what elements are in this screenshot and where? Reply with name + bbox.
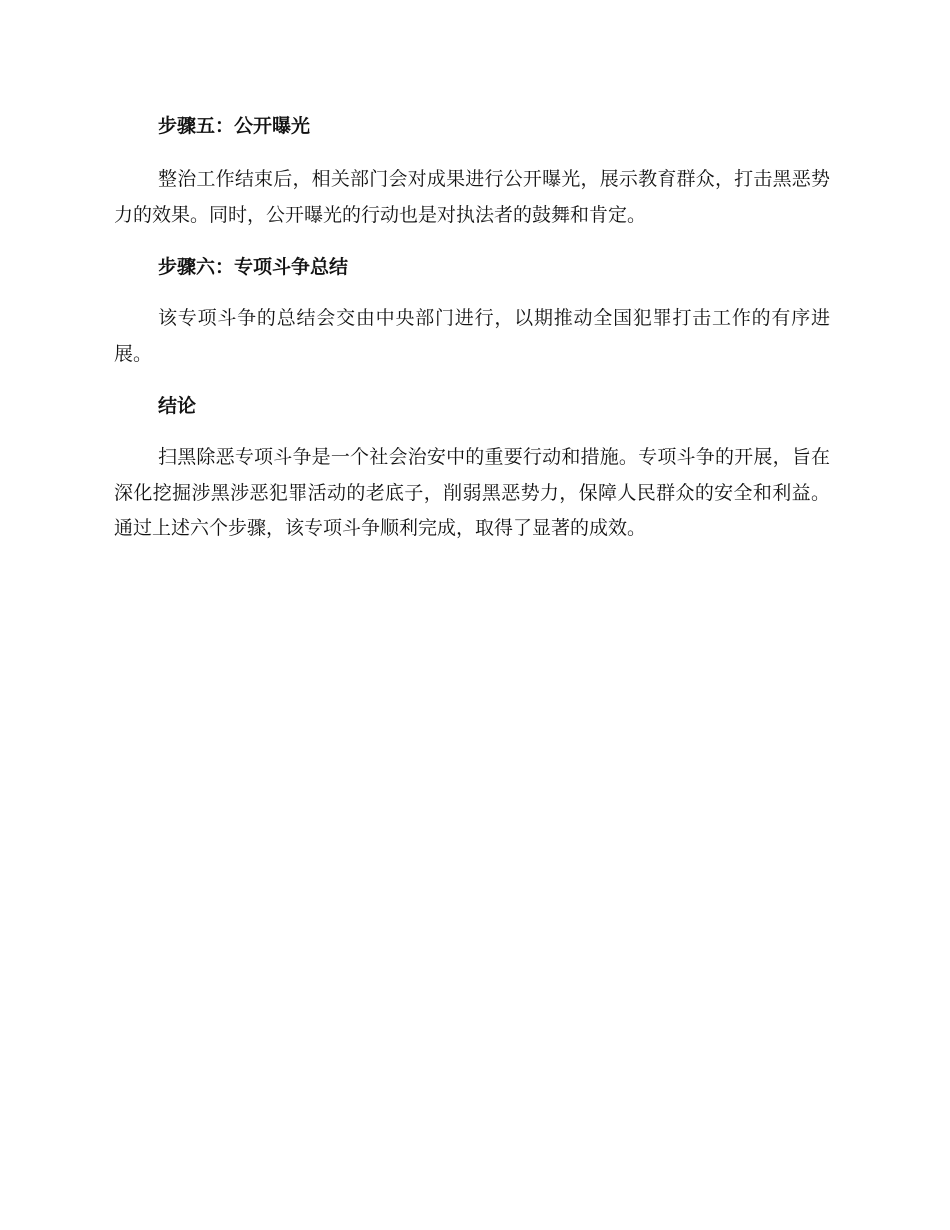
section-paragraph-step-five: 整治工作结束后，相关部门会对成果进行公开曝光，展示教育群众，打击黑恶势力的效果。同时，公开曝光的行动也是对执法者的鼓舞和肯定。 (114, 168, 830, 226)
document-body (114, 108, 830, 547)
section-paragraph-conclusion: 扫黑除恶专项斗争是一个社会治安中的重要行动和措施。专项斗争的开展，旨在深化挖掘涉黑涉恶犯罪活动的老底子，削弱黑恶势力，保障人民群众的安全和利益。通过上述六个步骤，该专项斗争顺利完成，取得了显著的成效。 (114, 446, 830, 539)
section-heading-step-six: 步骤六：专项斗争总结 (158, 256, 349, 278)
section-heading-conclusion: 结论 (158, 395, 197, 417)
section-paragraph-step-six: 该专项斗争的总结会交由中央部门进行，以期推动全国犯罪打击工作的有序进展。 (114, 307, 830, 365)
section-heading-step-five: 步骤五：公开曝光 (158, 115, 311, 137)
